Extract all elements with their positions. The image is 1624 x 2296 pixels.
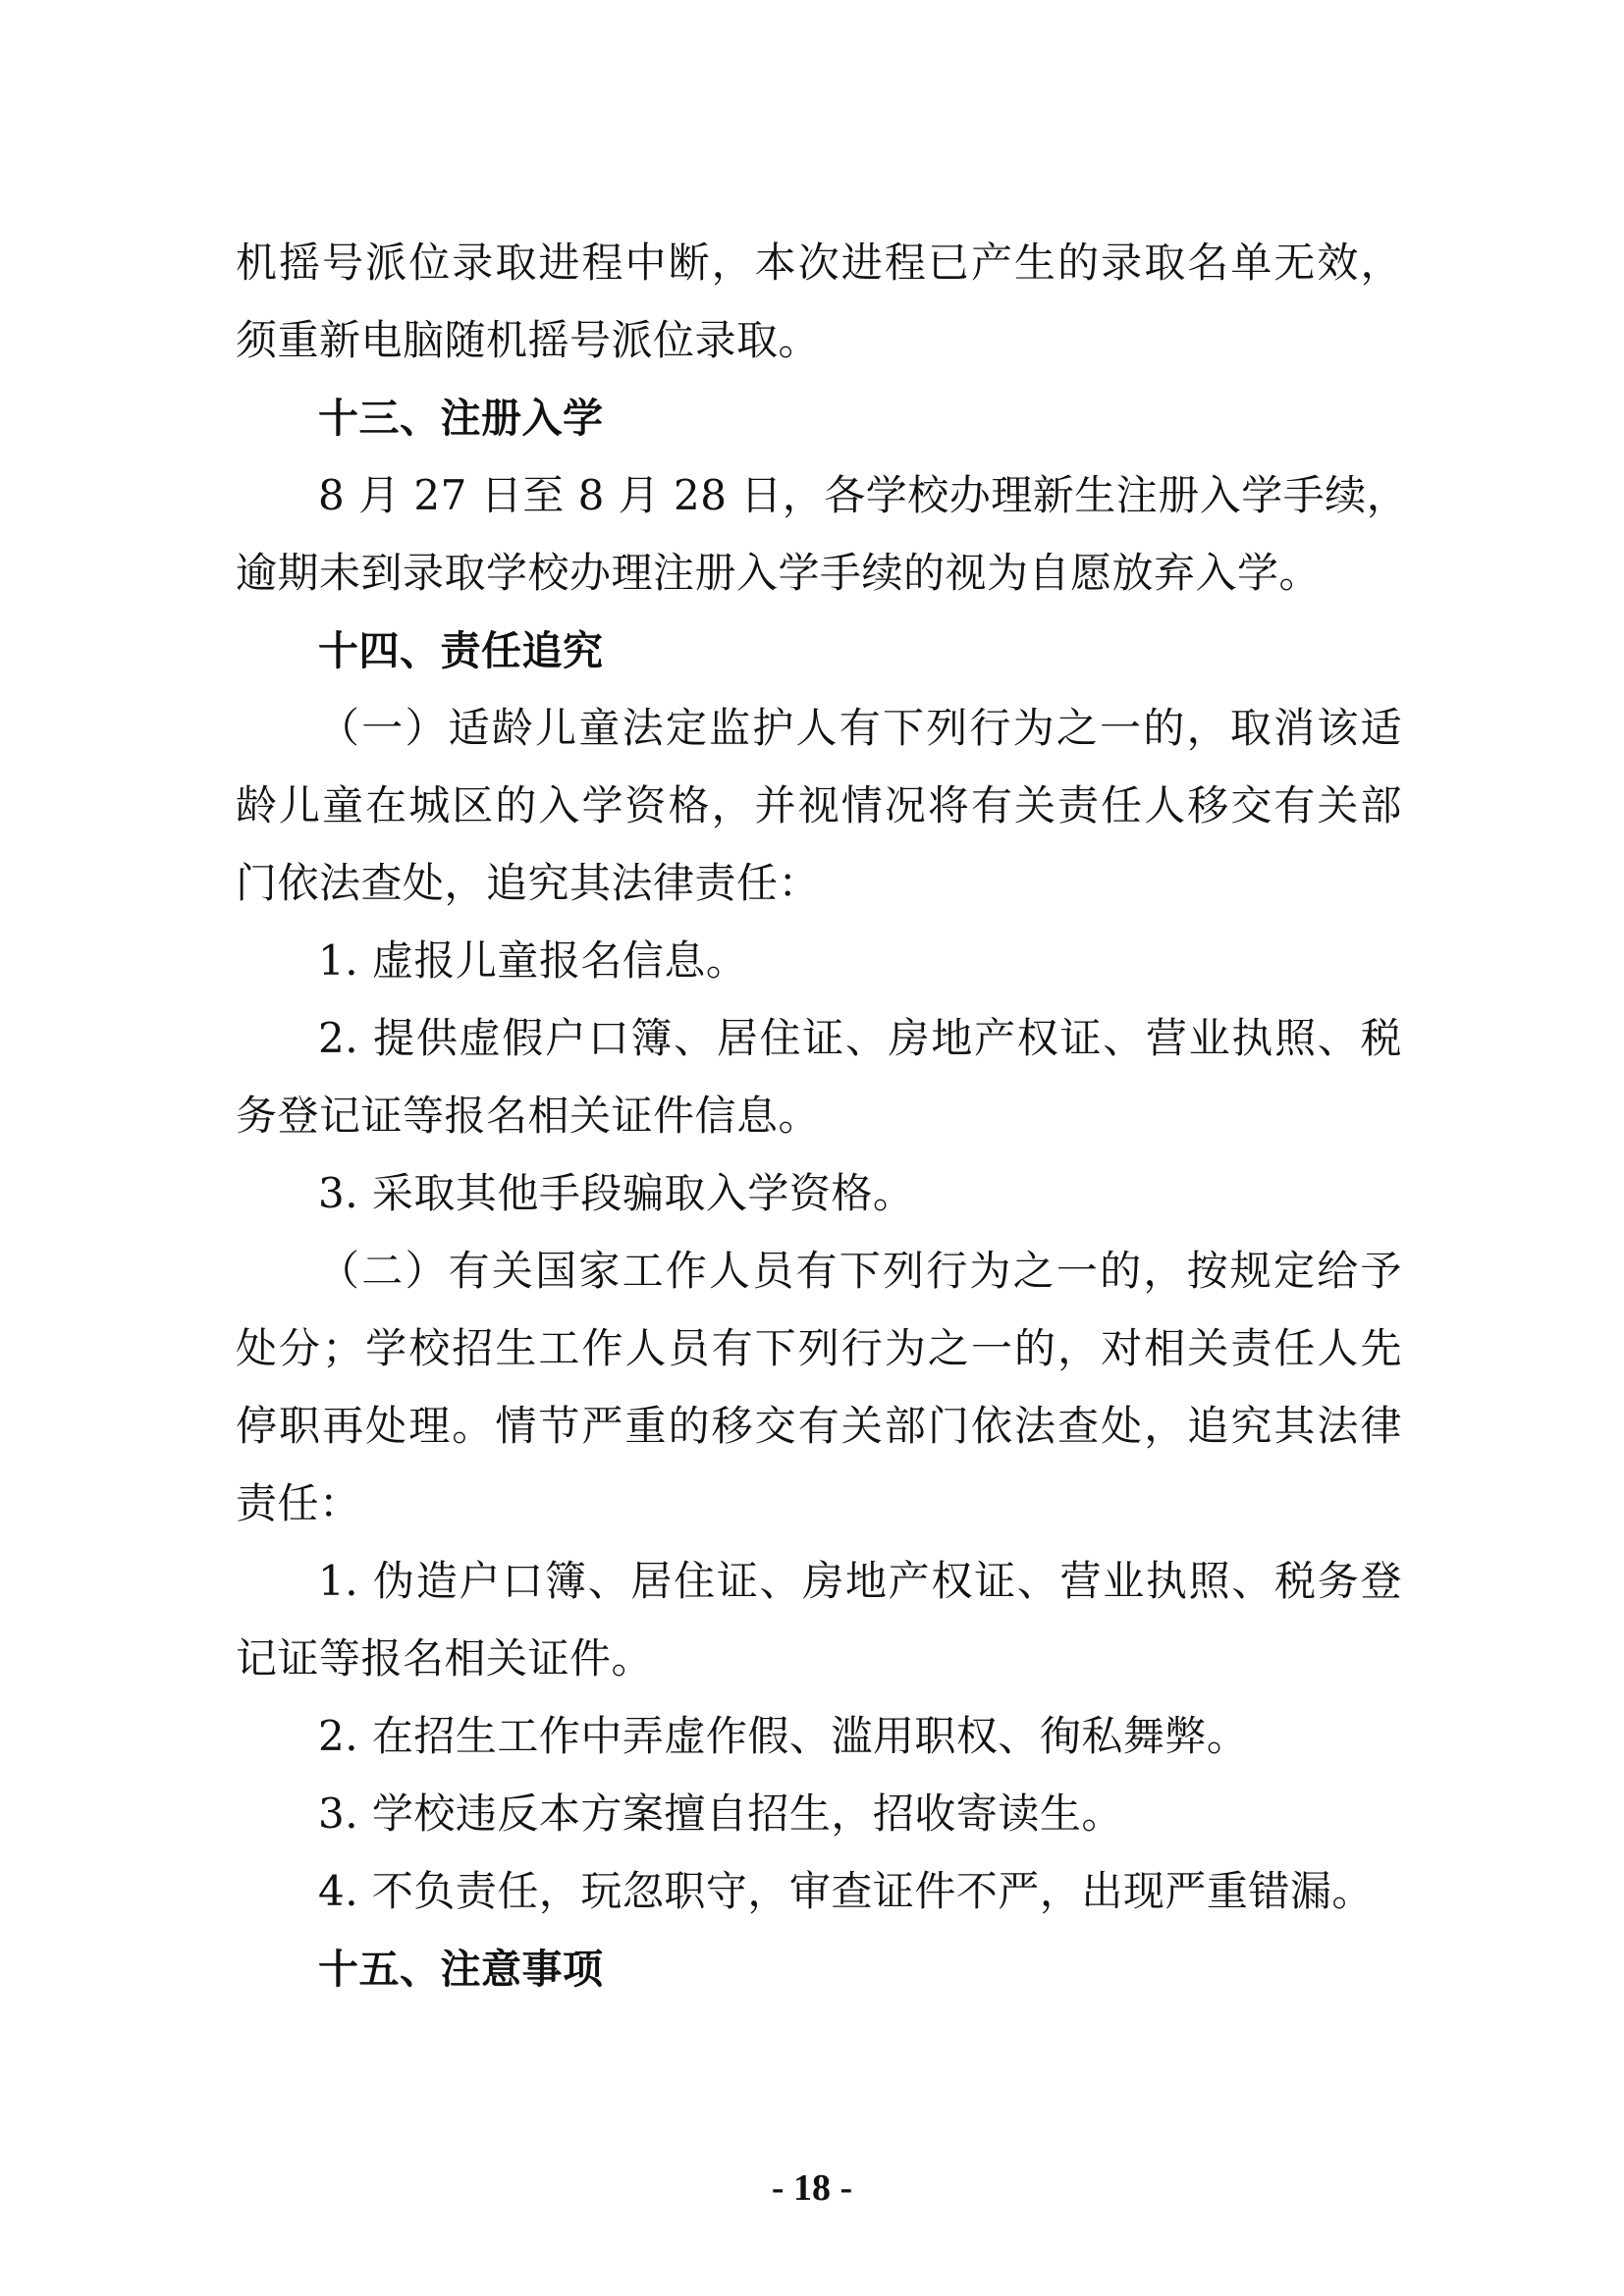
list-item: 1. 虚报儿童报名信息。 (318, 936, 748, 985)
paragraph-line: （二）有关国家工作人员有下列行为之一的，按规定给予 (318, 1247, 1402, 1295)
list-item-continuation: 记证等报名相关证件。 (236, 1634, 654, 1682)
page-number: - 18 - (771, 2167, 853, 2209)
section-heading-15: 十五、注意事项 (318, 1946, 604, 1993)
list-item: 2. 在招生工作中弄虚作假、滥用职权、徇私舞弊。 (318, 1712, 1249, 1760)
paragraph-line: 须重新电脑随机摇号派位录取。 (236, 316, 821, 364)
paragraph-line: 机摇号派位录取进程中断，本次进程已产生的录取名单无效， (236, 239, 1402, 287)
list-item: 4. 不负责任，玩忽职守，审查证件不严，出现严重错漏。 (318, 1867, 1374, 1915)
paragraph-line: （一）适龄儿童法定监护人有下列行为之一的，取消该适 (318, 704, 1402, 752)
list-item: 2. 提供虚假户口簿、居住证、房地产权证、营业执照、税 (318, 1014, 1402, 1062)
paragraph-line: 门依法查处，追究其法律责任： (236, 859, 821, 907)
section-heading-13: 十三、注册入学 (318, 395, 604, 442)
paragraph-line: 龄儿童在城区的入学资格，并视情况将有关责任人移交有关部 (236, 781, 1402, 829)
list-item: 3. 采取其他手段骗取入学资格。 (318, 1169, 915, 1217)
list-item-continuation: 务登记证等报名相关证件信息。 (236, 1092, 821, 1140)
paragraph-line: 逾期未到录取学校办理注册入学手续的视为自愿放弃入学。 (236, 549, 1322, 597)
section-heading-14: 十四、责任追究 (318, 627, 604, 674)
list-item: 3. 学校违反本方案擅自招生，招收寄读生。 (318, 1789, 1123, 1838)
paragraph-line: 责任： (236, 1479, 361, 1527)
paragraph-line: 8 月 27 日至 8 月 28 日，各学校办理新生注册入学手续， (318, 471, 1409, 519)
paragraph-line: 处分；学校招生工作人员有下列行为之一的，对相关责任人先 (236, 1324, 1402, 1372)
list-item: 1. 伪造户口簿、居住证、房地产权证、营业执照、税务登 (318, 1557, 1402, 1605)
paragraph-line: 停职再处理。情节严重的移交有关部门依法查处，追究其法律 (236, 1402, 1402, 1450)
